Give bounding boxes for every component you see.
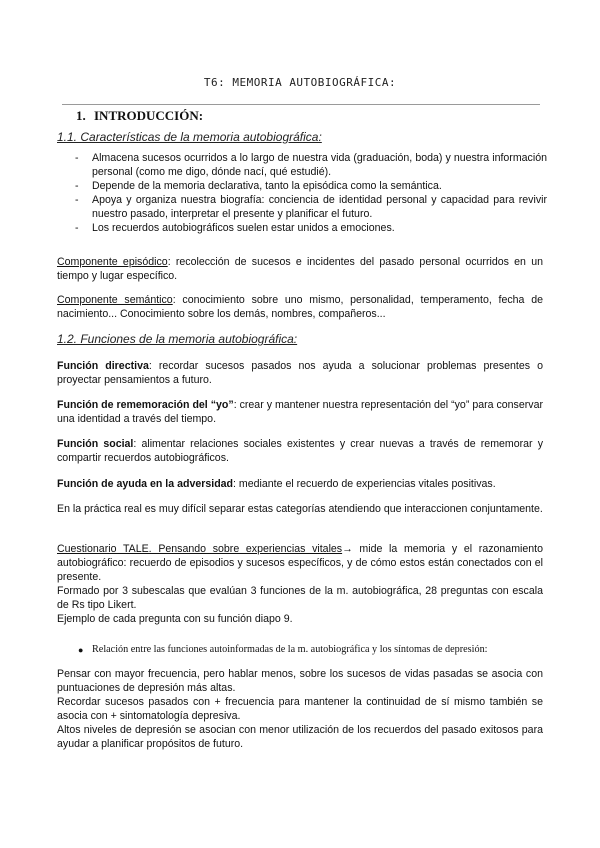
list-item: - Los recuerdos autobiográficos suelen estar unidos a emociones. (75, 222, 395, 234)
bullet-dash: - (75, 180, 79, 192)
title-divider (62, 104, 540, 105)
episodic-component: Componente episódico: recolección de sucesos e incidentes del pasado personal ocurridos en un tiempo y lugar específico. (57, 256, 543, 282)
function-self: Función de rememoración del “yo”: crear y mantener nuestra representación del “yo” para conservar una identidad a través del tiempo. (57, 399, 543, 425)
section-number: 1. (76, 108, 86, 123)
bullet-dot: ● (78, 645, 84, 655)
function-directive: Función directiva: recordar sucesos pasados nos ayuda a solucionar problemas presentes o proyectar pensamientos a futuro. (57, 360, 543, 386)
practice-note: En la práctica real es muy difícil separar estas categorías atendiendo que interaccionen conjuntamente. (57, 503, 543, 515)
function-adversity: Función de ayuda en la adversidad: mediante el recuerdo de experiencias vitales positivas. (57, 478, 496, 490)
section-heading (76, 109, 203, 123)
bullet-dash: - (75, 194, 79, 206)
relation-bullet: ● Relación entre las funciones autoinformadas de la m. autobiográfica y los síntomas de depresión: (78, 644, 488, 655)
list-item: - Depende de la memoria declarativa, tanto la episódica como la semántica. (75, 180, 442, 192)
list-item: - Apoya y organiza nuestra biografía: conciencia de identidad personal y capacidad para revivir nuestro pasado, interpretar el presente y planificar el futuro. (75, 194, 547, 220)
characteristics-list (57, 151, 547, 235)
questionnaire-block: Cuestionario TALE. Pensando sobre experiencias vitales→ mide la memoria y el razonamiento autobiográfico: recuerdo de episodios y sucesos específicos, y de cómo estos están conectados con el presente. Formado por 3 subescalas que evalúan 3 funciones de la m. autobiográfica, 28 preguntas con escala de Rs tipo Likert. Ejemplo de cada pregunta con su función diapo 9. (57, 543, 543, 625)
semantic-component: Componente semántico: conocimiento sobre uno mismo, personalidad, temperamento, fecha de nacimiento... Conocimiento sobre los demás, nombres, compañeros... (57, 294, 543, 320)
page-title: T6: MEMORIA AUTOBIOGRÁFICA: (203, 76, 397, 89)
bullet-dash: - (75, 152, 79, 164)
bullet-dash: - (75, 222, 79, 234)
list-item: - Almacena sucesos ocurridos a lo largo de nuestra vida (graduación, boda) y nuestra información personal (como me digo, dónde nací, qué estudié). (75, 152, 547, 178)
depression-paragraphs: Pensar con mayor frecuencia, pero hablar menos, sobre los sucesos de vidas pasadas se asocia con puntuaciones de depresión más altas. Recordar sucesos pasados con + frecuencia para mantener la continuidad de sí mismo también se asocia con + sintomatología depresiva. Altos niveles de depresión se asocian con menor utilización de los recuerdos del pasado exitosos para ayudar a planificar propósitos de futuro. (57, 668, 543, 750)
function-social: Función social: alimentar relaciones sociales existentes y crear nuevas a través de rememorar y compartir recuerdos autobiográficos. (57, 438, 544, 464)
section-title: INTRODUCCIÓN: (94, 108, 204, 123)
subsection-heading-functions: 1.2. Funciones de la memoria autobiográfica: (57, 332, 298, 346)
subsection-heading-characteristics: 1.1. Características de la memoria autobiográfica: (57, 130, 322, 144)
